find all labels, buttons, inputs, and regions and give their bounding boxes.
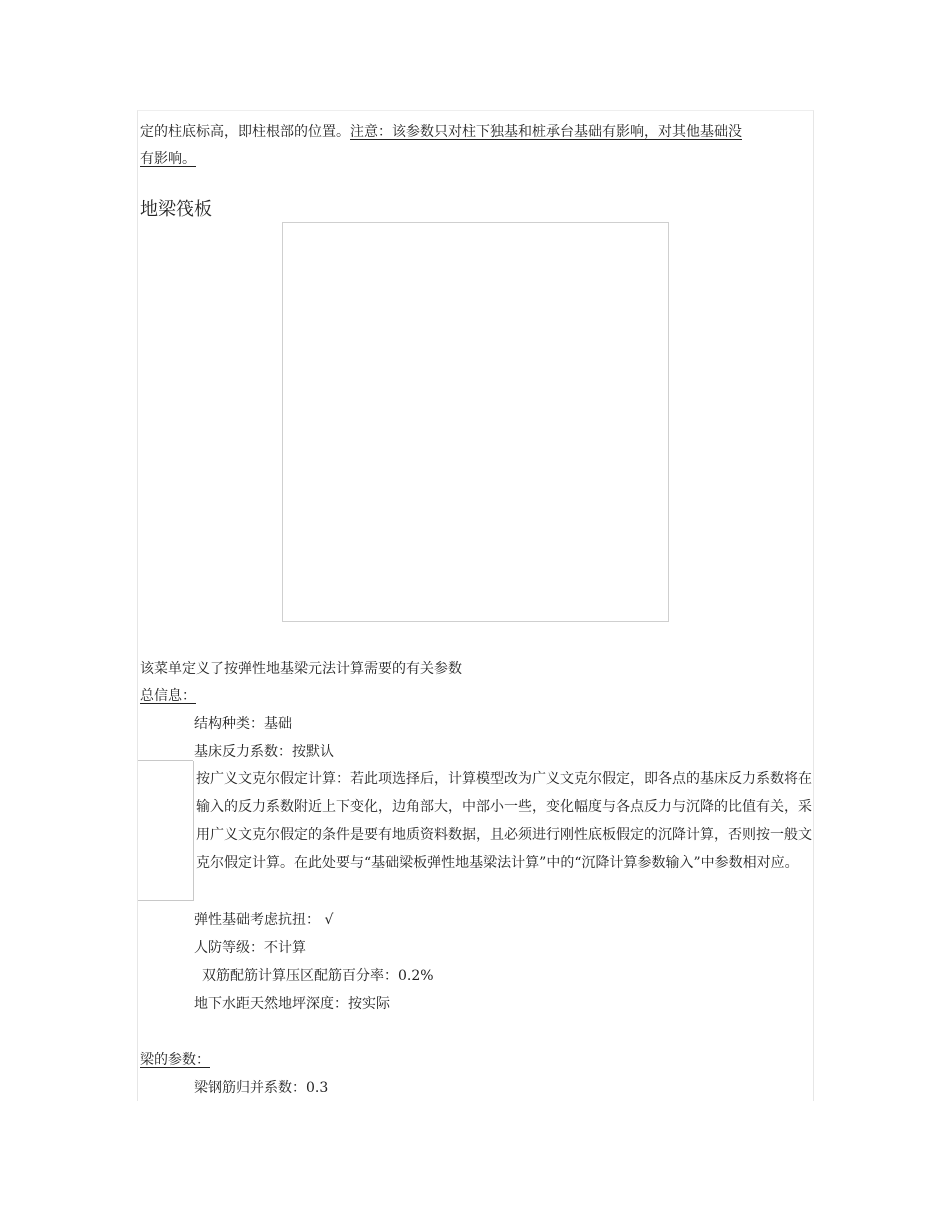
rebar-merge-item: 梁钢筋归并系数：0.3 — [194, 1080, 329, 1096]
intro-plain-text: 定的柱底标高，即柱根部的位置。 — [140, 124, 350, 140]
structure-type-item: 结构种类：基础 — [194, 716, 292, 732]
menu-description: 该菜单定义了按弹性地基梁元法计算需要的有关参数 — [140, 661, 462, 677]
double-rebar-item: 双筋配筋计算压区配筋百分率：0.2% — [202, 968, 434, 984]
bed-coefficient-item: 基床反力系数：按默认 — [194, 744, 334, 760]
table-divider-vertical — [193, 761, 194, 901]
intro-line-2: 有影响。 — [140, 151, 196, 167]
section-title: 地梁筏板 — [140, 199, 212, 220]
intro-line-1 — [140, 118, 742, 146]
intro-note-text: 注意：该参数只对柱下独基和桩承台基础有影响，对其他基础没 — [350, 124, 742, 140]
settings-dialog-image — [282, 222, 669, 622]
winkler-note: 按广义文克尔假定计算：若此项选择后，计算模型改为广义文克尔假定，即各点的基床反力系数将在输入的反力系数附近上下变化，边角部大，中部小一些，变化幅度与各点反力与沉降的比值有关，采用广义文克尔假定的条件是要有地质资料数据，且必须进行刚性底板假定的沉降计算，否则按一般文克尔假定计算。在此处要与“基础梁板弹性地基梁法计算”中的“沉降计算参数输入”中参数相对应。 — [196, 771, 812, 871]
table-divider — [138, 760, 193, 761]
groundwater-item: 地下水距天然地坪深度：按实际 — [194, 996, 390, 1012]
torsion-item: 弹性基础考虑抗扭： √ — [194, 912, 334, 928]
civil-defense-item: 人防等级：不计算 — [194, 940, 306, 956]
table-divider — [138, 900, 193, 901]
beam-params-heading: 梁的参数： — [140, 1052, 210, 1068]
general-info-heading: 总信息： — [140, 688, 196, 704]
